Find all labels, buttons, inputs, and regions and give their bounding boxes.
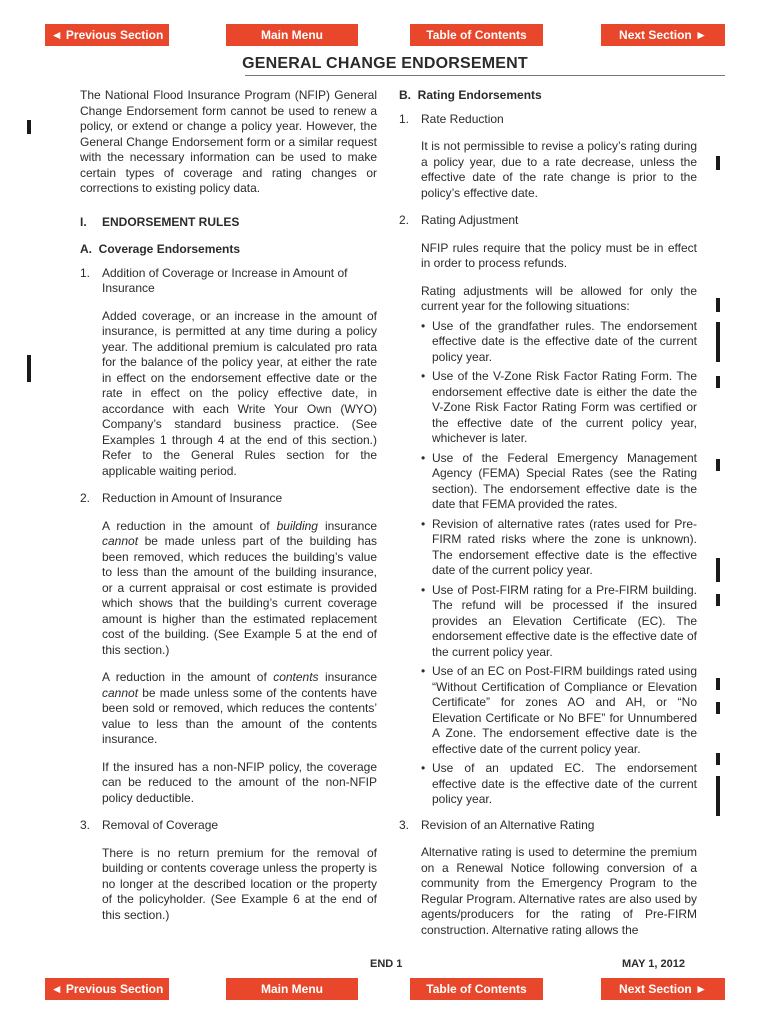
item-2-paragraph-building: A reduction in the amount of building insurance cannot be made unless part of the building has been removed, which reduces the building’s value to less than the amount of the building insurance, or a current appraisal or cost estimate is provided which shows that the building’s current coverage amount is higher than the estimated replacement cost of the building. (See Example 5 at the end of this section.) [102,518,377,657]
change-bar [716,322,720,362]
item-number: 2. [399,213,410,227]
change-bar [27,120,31,134]
change-bar [27,355,31,382]
item-2-paragraph-contents: A reduction in the amount of contents insurance cannot be made unless some of the contents have been sold or removed, which reduces the contents’ value to less than the amount of the contents insurance. [102,670,377,746]
rating-item-1-paragraph: It is not permissible to revise a policy’s rating during a policy year, due to a rate decrease, unless the effective date of the rate change is prior to the policy’s effective date. [421,139,697,200]
item-title: Addition of Coverage or Increase in Amount of Insurance [102,265,348,295]
section-title: ENDORSEMENT RULES [102,214,240,229]
item-3-heading [80,818,377,834]
table-of-contents-button[interactable]: Table of Contents [410,24,543,46]
item-1-heading [80,266,377,297]
rating-item-2-paragraph: Rating adjustments will be allowed for only the current year for the following situations: [421,283,697,313]
bullet-icon: • [421,318,426,333]
main-menu-button[interactable]: Main Menu [226,24,358,46]
bullet-icon: • [421,664,426,678]
item-number: 3. [399,817,410,832]
bullet-icon: • [421,369,426,383]
item-3-paragraph: There is no return premium for the removal of building or contents coverage unless the property is no longer at the described location or the property of the policyholder. (See Example 6 at the end of this section.) [102,845,377,922]
change-bar [716,558,720,582]
next-section-button[interactable]: Next Section ► [601,24,725,46]
bullet-icon: • [421,450,426,465]
list-item: • Revision of alternative rates (rates used for Pre-FIRM rated risks where the zone is unknown). The endorsement effective date is the effective date of the current policy year. [421,516,697,577]
rating-item-1-heading [399,112,697,128]
item-2-heading [80,491,377,507]
previous-section-button[interactable]: ◄ Previous Section [45,24,169,46]
item-title: Rating Adjustment [421,213,519,227]
subsection-a-heading: A. Coverage Endorsements [80,242,241,256]
item-number: 3. [80,818,91,832]
change-bar [716,753,720,765]
change-bar [716,459,720,471]
list-item: • Use of the grandfather rules. The endorsement effective date is the effective date of the current policy year. [421,318,697,364]
section-heading [80,215,377,231]
item-2-paragraph-non-nfip: If the insured has a non-NFIP policy, the coverage can be reduced to the amount of the non-NFIP policy deductible. [102,759,377,805]
change-bar [716,776,720,816]
revision-date: MAY 1, 2012 [622,958,685,970]
rating-item-3-paragraph: Alternative rating is used to determine the premium on a Renewal Notice following conversion of a community from the Emergency Program to the Regular Program. Alternative rates are also used by agents/producers for the rating of Pre-FIRM construction. Alternative rating allows the [421,845,697,937]
item-title: Removal of Coverage [102,818,219,832]
main-menu-button[interactable]: Main Menu [226,978,358,1000]
list-item: • Use of the V-Zone Risk Factor Rating Form. The endorsement effective date is either the date the V-Zone Risk Factor Rating Form was certified or the effective date of the current policy year, whichever is later. [421,369,697,445]
rating-item-2-heading [399,213,697,229]
next-section-button[interactable]: Next Section ► [601,978,725,1000]
bullet-icon: • [421,761,426,775]
list-item: • Use of Post-FIRM rating for a Pre-FIRM building. The refund will be processed if the insured provides an Elevation Certificate (EC). The endorsement effective date is the effective date of the current policy year. [421,582,697,659]
item-number: 1. [80,265,91,280]
item-title: Reduction in Amount of Insurance [102,491,283,505]
left-column [80,88,377,923]
change-bar [716,156,720,170]
item-1-paragraph: Added coverage, or an increase in the amount of insurance, is permitted at any time during a policy year. The additional premium is calculated pro rata for the balance of the policy year, at either the rate in effect on the endorsement effective date or the rate in effect on the policy effective date, in accordance with each Write Your Own (WYO) Company’s standard business practice. (See Examples 1 through 4 at the end of this section.) Refer to the General Rules section for the applicable waiting period. [102,308,377,478]
table-of-contents-button[interactable]: Table of Contents [410,978,543,1000]
item-title: Rate Reduction [421,111,504,126]
subsection-b-heading: B. Rating Endorsements [399,88,542,102]
page-title: GENERAL CHANGE ENDORSEMENT [242,55,528,72]
page-number: END 1 [370,958,403,970]
section-number: I. [80,214,87,229]
previous-section-button[interactable]: ◄ Previous Section [45,978,169,1000]
item-number: 2. [80,491,91,505]
change-bar [716,376,720,388]
list-item: • Use of an updated EC. The endorsement effective date is the effective date of the current policy year. [421,761,697,806]
list-item: • Use of the Federal Emergency Management Agency (FEMA) Special Rates (see the Rating section). The endorsement effective date is the date that FEMA provided the rates. [421,450,697,511]
list-item: • Use of an EC on Post-FIRM buildings rated using “Without Certification of Compliance or Elevation Certificate” for zones AO and AH, or “No Elevation Certificate or No BFE” for Unnumbered A Zone. The endorsement effective date is the effective date of the current policy year. [421,664,697,756]
rating-item-2-paragraph: NFIP rules require that the policy must be in effect in order to process refunds. [421,240,697,270]
change-bar [716,298,720,312]
bullet-icon: • [421,582,426,597]
item-number: 1. [399,111,410,126]
item-title: Revision of an Alternative Rating [421,817,595,832]
change-bar [716,678,720,690]
title-rule [245,75,725,76]
bullet-icon: • [421,516,426,531]
change-bar [716,594,720,606]
change-bar [716,702,720,714]
rating-item-3-heading [399,818,697,834]
right-column [399,88,697,938]
intro-paragraph: The National Flood Insurance Program (NFIP) General Change Endorsement form cannot be used to renew a policy, or extend or change a policy year. However, the General Change Endorsement form or a similar request with the necessary information can be used to make certain types of coverage and rating changes or corrections to existing policy data. [80,88,377,195]
